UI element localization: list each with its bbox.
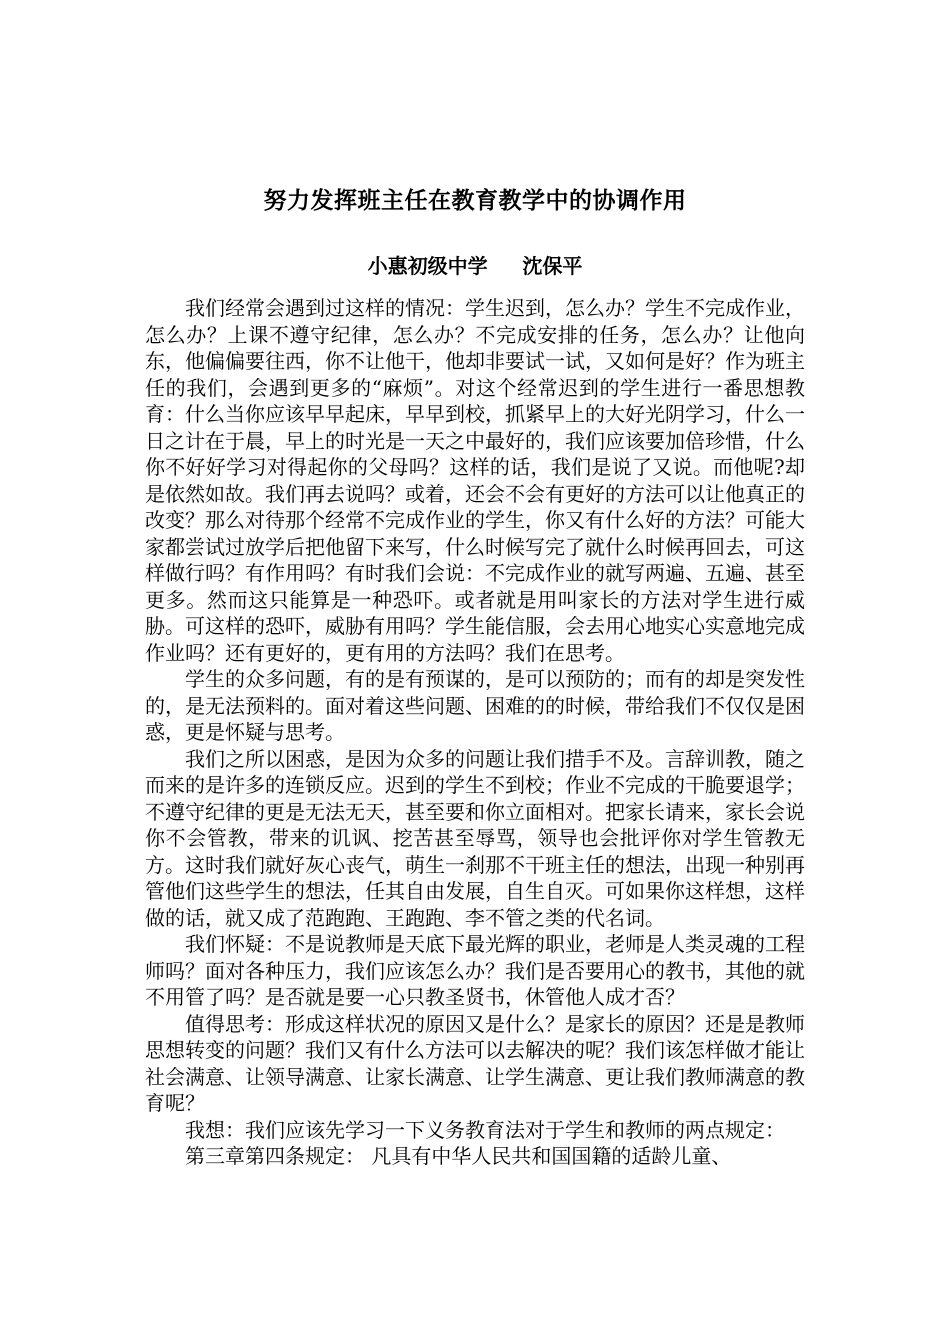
body-paragraph-5: 值得思考：形成这样状况的原因又是什么？是家长的原因？还是是教师思想转变的问题？我们又有什么方法可以去解决的呢？我们该怎样做才能让社会满意、让领导满意、让家长满意、让学生满意、更让我们教师满意的教育呢？ xyxy=(145,1011,805,1115)
body-paragraph-1: 我们经常会遇到过这样的情况：学生迟到，怎么办？学生不完成作业，怎么办？上课不遵守纪律，怎么办？不完成安排的任务，怎么办？让他向东，他偏偏要往西，你不让他干，他却非要试一试，又如何是好？作为班主任的我们，会遇到更多的“麻烦”。对这个经常迟到的学生进行一番思想教育：什么当你应该早早起床，早早到校，抓紧早上的大好光阴学习，什么一日之计在于晨，早上的时光是一天之中最好的，我们应该要加倍珍惜，什么你不好好学习对得起你的父母吗？这样的话，我们是说了又说。而他呢?却是依然如故。我们再去说吗？或着，还会不会有更好的方法可以让他真正的改变？那么对待那个经常不完成作业的学生，你又有什么好的方法？可能大家都尝试过放学后把他留下来写，什么时候写完了就什么时候再回去，可这样做行吗？有作用吗？有时我们会说：不完成作业的就写两遍、五遍、甚至更多。然而这只能算是一种恐吓。或者就是用叫家长的方法对学生进行威胁。可这样的恐吓，威胁有用吗？学生能信服，会去用心地实心实意地完成作业吗？还有更好的，更有用的方法吗？我们在思考。 xyxy=(145,296,805,665)
body-paragraph-7: 第三章第四条规定： 凡具有中华人民共和国国籍的适龄儿童、 xyxy=(185,1144,732,1168)
body-paragraph-3: 我们之所以困惑，是因为众多的问题让我们措手不及。言辞训教，随之而来的是许多的连锁反应。迟到的学生不到校；作业不完成的干脆要退学；不遵守纪律的更是无法无天，甚至要和你立面相对。把家长请来，家长会说你不会管教，带来的讥讽、挖苦甚至辱骂，领导也会批评你对学生管教无方。这时我们就好灰心丧气，萌生一刹那不干班主任的想法，出现一种别再管他们这些学生的想法，任其自由发展，自生自灭。可如果你这样想，这样做的话，就又成了范跑跑、王跑跑、李不管之类的代名词。 xyxy=(145,746,805,930)
document-body xyxy=(145,295,805,1170)
author-byline: 小惠初级中学 沈保平 xyxy=(367,254,583,278)
body-paragraph-6: 我想：我们应该先学习一下义务教育法对于学生和教师的两点规定： xyxy=(185,1117,785,1142)
document-title: 努力发挥班主任在教育教学中的协调作用 xyxy=(263,188,687,214)
body-paragraph-2: 学生的众多问题，有的是有预谋的，是可以预防的；而有的却是突发性的，是无法预料的。面对着这些问题、困难的的时候，带给我们不仅仅是困惑，更是怀疑与思考。 xyxy=(145,667,805,744)
body-paragraph-4: 我们怀疑：不是说教师是天底下最光辉的职业，老师是人类灵魂的工程师吗？面对各种压力，我们应该怎么办？我们是否要用心的教书，其他的就不用管了吗？是否就是要一心只教圣贤书，休管他人成才否？ xyxy=(145,932,805,1009)
